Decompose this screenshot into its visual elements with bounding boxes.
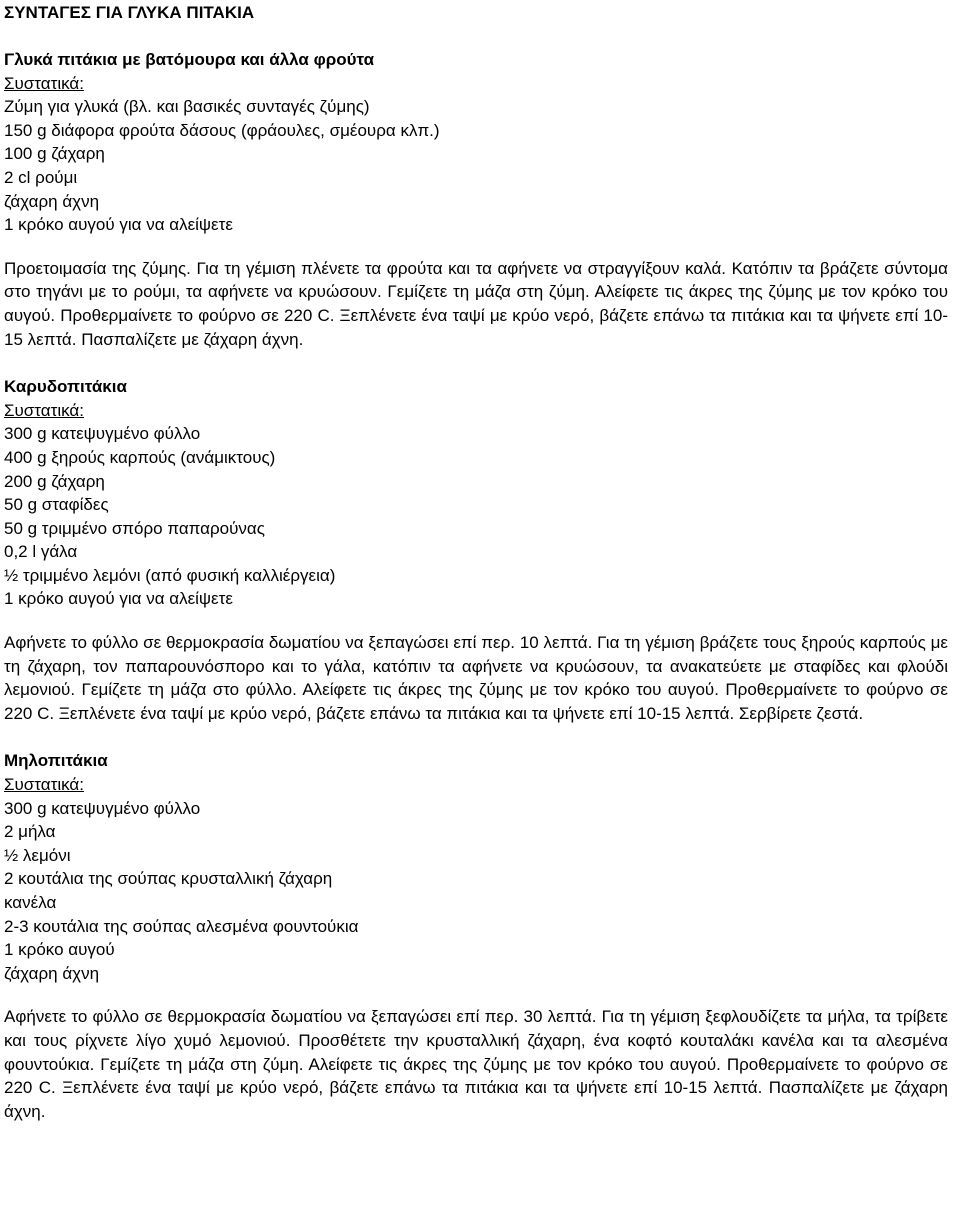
ingredient-item: 0,2 l γάλα [4,542,78,562]
ingredient-item: ζάχαρη άχνη [4,963,100,983]
recipe-section [4,375,948,725]
ingredient-item: 300 g κατεψυγμένο φύλλο [4,798,201,818]
ingredient-item: 1 κρόκο αυγού για να αλείψετε [4,589,233,609]
ingredient-item: 1 κρόκο αυγού [4,940,115,960]
recipe-title: Μηλοπιτάκια [4,751,108,771]
ingredient-list [4,422,948,611]
document-title: ΣΥΝΤΑΓΕΣ ΓΙΑ ΓΛΥΚΑ ΠΙΤΑΚΙΑ [4,3,255,22]
ingredient-item: 1 κρόκο αυγού για να αλείψετε [4,215,233,235]
ingredient-item: ζάχαρη άχνη [4,191,100,211]
ingredient-item: Ζύμη για γλυκά (βλ. και βασικές συνταγές ζύμης) [4,97,370,117]
ingredient-item: 2-3 κουτάλια της σούπας αλεσμένα φουντούκια [4,916,359,936]
recipe-title: Καρυδοπιτάκια [4,377,127,397]
ingredients-label: Συστατικά: [4,775,84,795]
ingredient-item: 100 g ζάχαρη [4,144,105,164]
ingredient-item: 300 g κατεψυγμένο φύλλο [4,424,201,444]
ingredient-item: 2 μήλα [4,822,56,842]
ingredient-item: 50 g σταφίδες [4,495,109,515]
ingredient-item: κανέλα [4,893,57,912]
ingredients-label: Συστατικά: [4,73,84,93]
recipe-section [4,749,948,1123]
ingredient-item: ½ τριμμένο λεμόνι (από φυσική καλλιέργεια) [4,565,336,585]
ingredient-item: 400 g ξηρούς καρπούς (ανάμικτους) [4,447,276,467]
method-paragraph: Αφήνετε το φύλλο σε θερμοκρασία δωματίου να ξεπαγώσει επί περ. 30 λεπτά. Για τη γέμιση ξεφλουδίζετε τα μήλα, τα τρίβετε και τους ρίχνετε λίγο χυμό λεμονιού. Προσθέτετε την κρυσταλλική ζάχαρη, ένα κοφτό κουταλάκι κανέλα και τα αλεσμένα φουντούκια. Γεμίζετε τη μάζα στη ζύμη. Αλείφετε τις άκρες της ζύμης με τον κρόκο του αυγού. Προθερμαίνετε το φούρνο σε 220 C. Ξεπλένετε ένα ταψί με κρύο νερό, βάζετε επάνω τα πιτάκια και τα ψήνετε επί 10-15 λεπτά. Πασπαλίζετε με ζάχαρη άχνη. [4,1007,948,1121]
ingredient-item: 2 κουτάλια της σούπας κρυσταλλική ζάχαρη [4,869,333,889]
ingredients-label: Συστατικά: [4,400,84,420]
method-paragraph: Προετοιμασία της ζύμης. Για τη γέμιση πλένετε τα φρούτα και τα αφήνετε να στραγγίξουν καλά. Κατόπιν τα βράζετε σύντομα στο τηγάνι με το ρούμι, τα αφήνετε να κρυώσουν. Γεμίζετε τη μάζα στη ζύμη. Αλείφετε τις άκρες της ζύμης με τον κρόκο του αυγού. Προθερμαίνετε το φούρνο σε 220 C. Ξεπλένετε ένα ταψί με κρύο νερό, βάζετε επάνω τα πιτάκια και τα ψήνετε επί 10-15 λεπτά. Πασπαλίζετε με ζάχαρη άχνη. [4,258,948,349]
ingredient-list [4,797,948,986]
method-paragraph: Αφήνετε το φύλλο σε θερμοκρασία δωματίου να ξεπαγώσει επί περ. 10 λεπτά. Για τη γέμιση βράζετε τους ξηρούς καρπούς με τη ζάχαρη, τον παπαρουνόσπορο και το γάλα, κατόπιν τα αφήνετε να κρυώσουν, τα ανακατεύετε με σταφίδες και φλούδι λεμονιού. Γεμίζετε τη μάζα στο φύλλο. Αλείφετε τις άκρες της ζύμης με τον κρόκο του αυγού. Προθερμαίνετε το φούρνο σε 220 C. Ξεπλένετε ένα ταψί με κρύο νερό, βάζετε επάνω τα πιτάκια και τα ψήνετε επί 10-15 λεπτά. Σερβίρετε ζεστά. [4,633,948,723]
ingredient-item: 2 cl ρούμι [4,167,78,187]
document-page [0,1,948,1123]
ingredient-item: 150 g διάφορα φρούτα δάσους (φράουλες, σμέουρα κλπ.) [4,120,440,140]
ingredient-item: ½ λεμόνι [4,845,71,865]
ingredient-item: 50 g τριμμένο σπόρο παπαρούνας [4,518,265,538]
recipe-title: Γλυκά πιτάκια με βατόμουρα και άλλα φρούτα [4,50,375,69]
ingredient-item: 200 g ζάχαρη [4,471,105,491]
ingredient-list [4,95,948,237]
recipe-section [4,48,948,351]
